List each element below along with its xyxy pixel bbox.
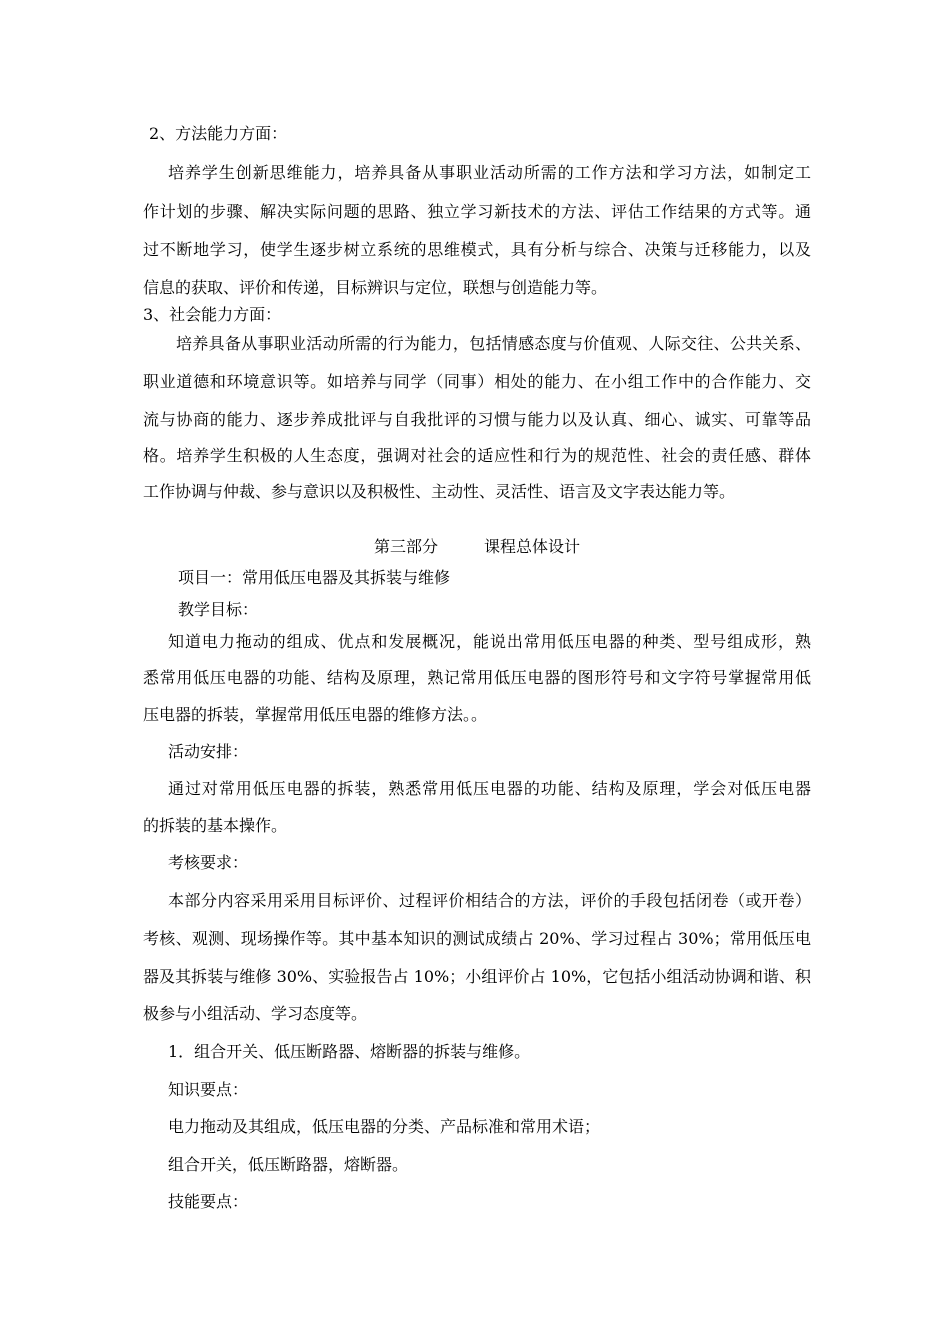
paragraph-line: 职业道德和环境意识等。如培养与同学（同事）相处的能力、在小组工作中的合作能力、交 <box>143 372 811 391</box>
paragraph-line: 工作协调与仲裁、参与意识以及积极性、主动性、灵活性、语言及文字表达能力等。 <box>143 482 736 501</box>
paragraph-line: 极参与小组活动、学习态度等。 <box>143 1004 368 1023</box>
paragraph-line: 信息的获取、评价和传递，目标辨识与定位，联想与创造能力等。 <box>143 278 608 297</box>
paragraph-line: 压电器的拆装，掌握常用低压电器的维修方法。。 <box>143 705 488 724</box>
paragraph-line: 知道电力拖动的组成、优点和发展概况，能说出常用低压电器的种类、型号组成形，熟 <box>168 632 811 651</box>
paragraph-line: 通过对常用低压电器的拆装，熟悉常用低压电器的功能、结构及原理，学会对低压电器 <box>168 779 811 798</box>
activity-label: 活动安排： <box>168 742 249 761</box>
paragraph-line: 器及其拆装与维修 30%、实验报告占 10%；小组评价占 10%，它包括小组活动协调和谐、积 <box>143 967 811 986</box>
paragraph-line: 培养具备从事职业活动所需的行为能力，包括情感态度与价值观、人际交往、公共关系、 <box>176 334 811 353</box>
knowledge-label: 知识要点： <box>168 1080 249 1099</box>
item-heading: 1．组合开关、低压断路器、熔断器的拆装与维修。 <box>168 1042 531 1061</box>
part-title-number: 第三部分 <box>373 537 438 556</box>
section-heading-method: 2、方法能力方面： <box>149 124 288 143</box>
paragraph-line: 考核、观测、现场操作等。其中基本知识的测试成绩占 20%、学习过程占 30%；常用低压电 <box>143 929 811 948</box>
part-title <box>143 537 811 557</box>
part-title-name: 课程总体设计 <box>484 537 581 556</box>
paragraph-line: 作计划的步骤、解决实际问题的思路、独立学习新技术的方法、评估工作结果的方式等。通 <box>143 202 811 221</box>
skill-label: 技能要点： <box>168 1192 249 1211</box>
paragraph-line: 过不断地学习，使学生逐步树立系统的思维模式，具有分析与综合、决策与迁移能力，以及 <box>143 240 811 259</box>
assess-label: 考核要求： <box>168 853 249 872</box>
goal-label: 教学目标： <box>178 600 259 619</box>
paragraph-line: 悉常用低压电器的功能、结构及原理，熟记常用低压电器的图形符号和文字符号掌握常用低 <box>143 668 811 687</box>
paragraph-line: 本部分内容采用采用目标评价、过程评价相结合的方法，评价的手段包括闭卷（或开卷） <box>168 891 811 910</box>
paragraph-line: 的拆装的基本操作。 <box>143 816 288 835</box>
paragraph-line: 电力拖动及其组成，低压电器的分类、产品标准和常用术语； <box>168 1117 601 1136</box>
paragraph-line: 组合开关，低压断路器，熔断器。 <box>168 1155 409 1174</box>
paragraph-line: 流与协商的能力、逐步养成批评与自我批评的习惯与能力以及认真、细心、诚实、可靠等品 <box>143 410 811 429</box>
project-heading: 项目一：常用低压电器及其拆装与维修 <box>178 568 451 587</box>
paragraph-line: 格。培养学生积极的人生态度，强调对社会的适应性和行为的规范性、社会的责任感、群体 <box>143 446 811 465</box>
paragraph-line: 培养学生创新思维能力，培养具备从事职业活动所需的工作方法和学习方法，如制定工 <box>168 163 811 182</box>
section-heading-social: 3、社会能力方面： <box>143 305 282 324</box>
